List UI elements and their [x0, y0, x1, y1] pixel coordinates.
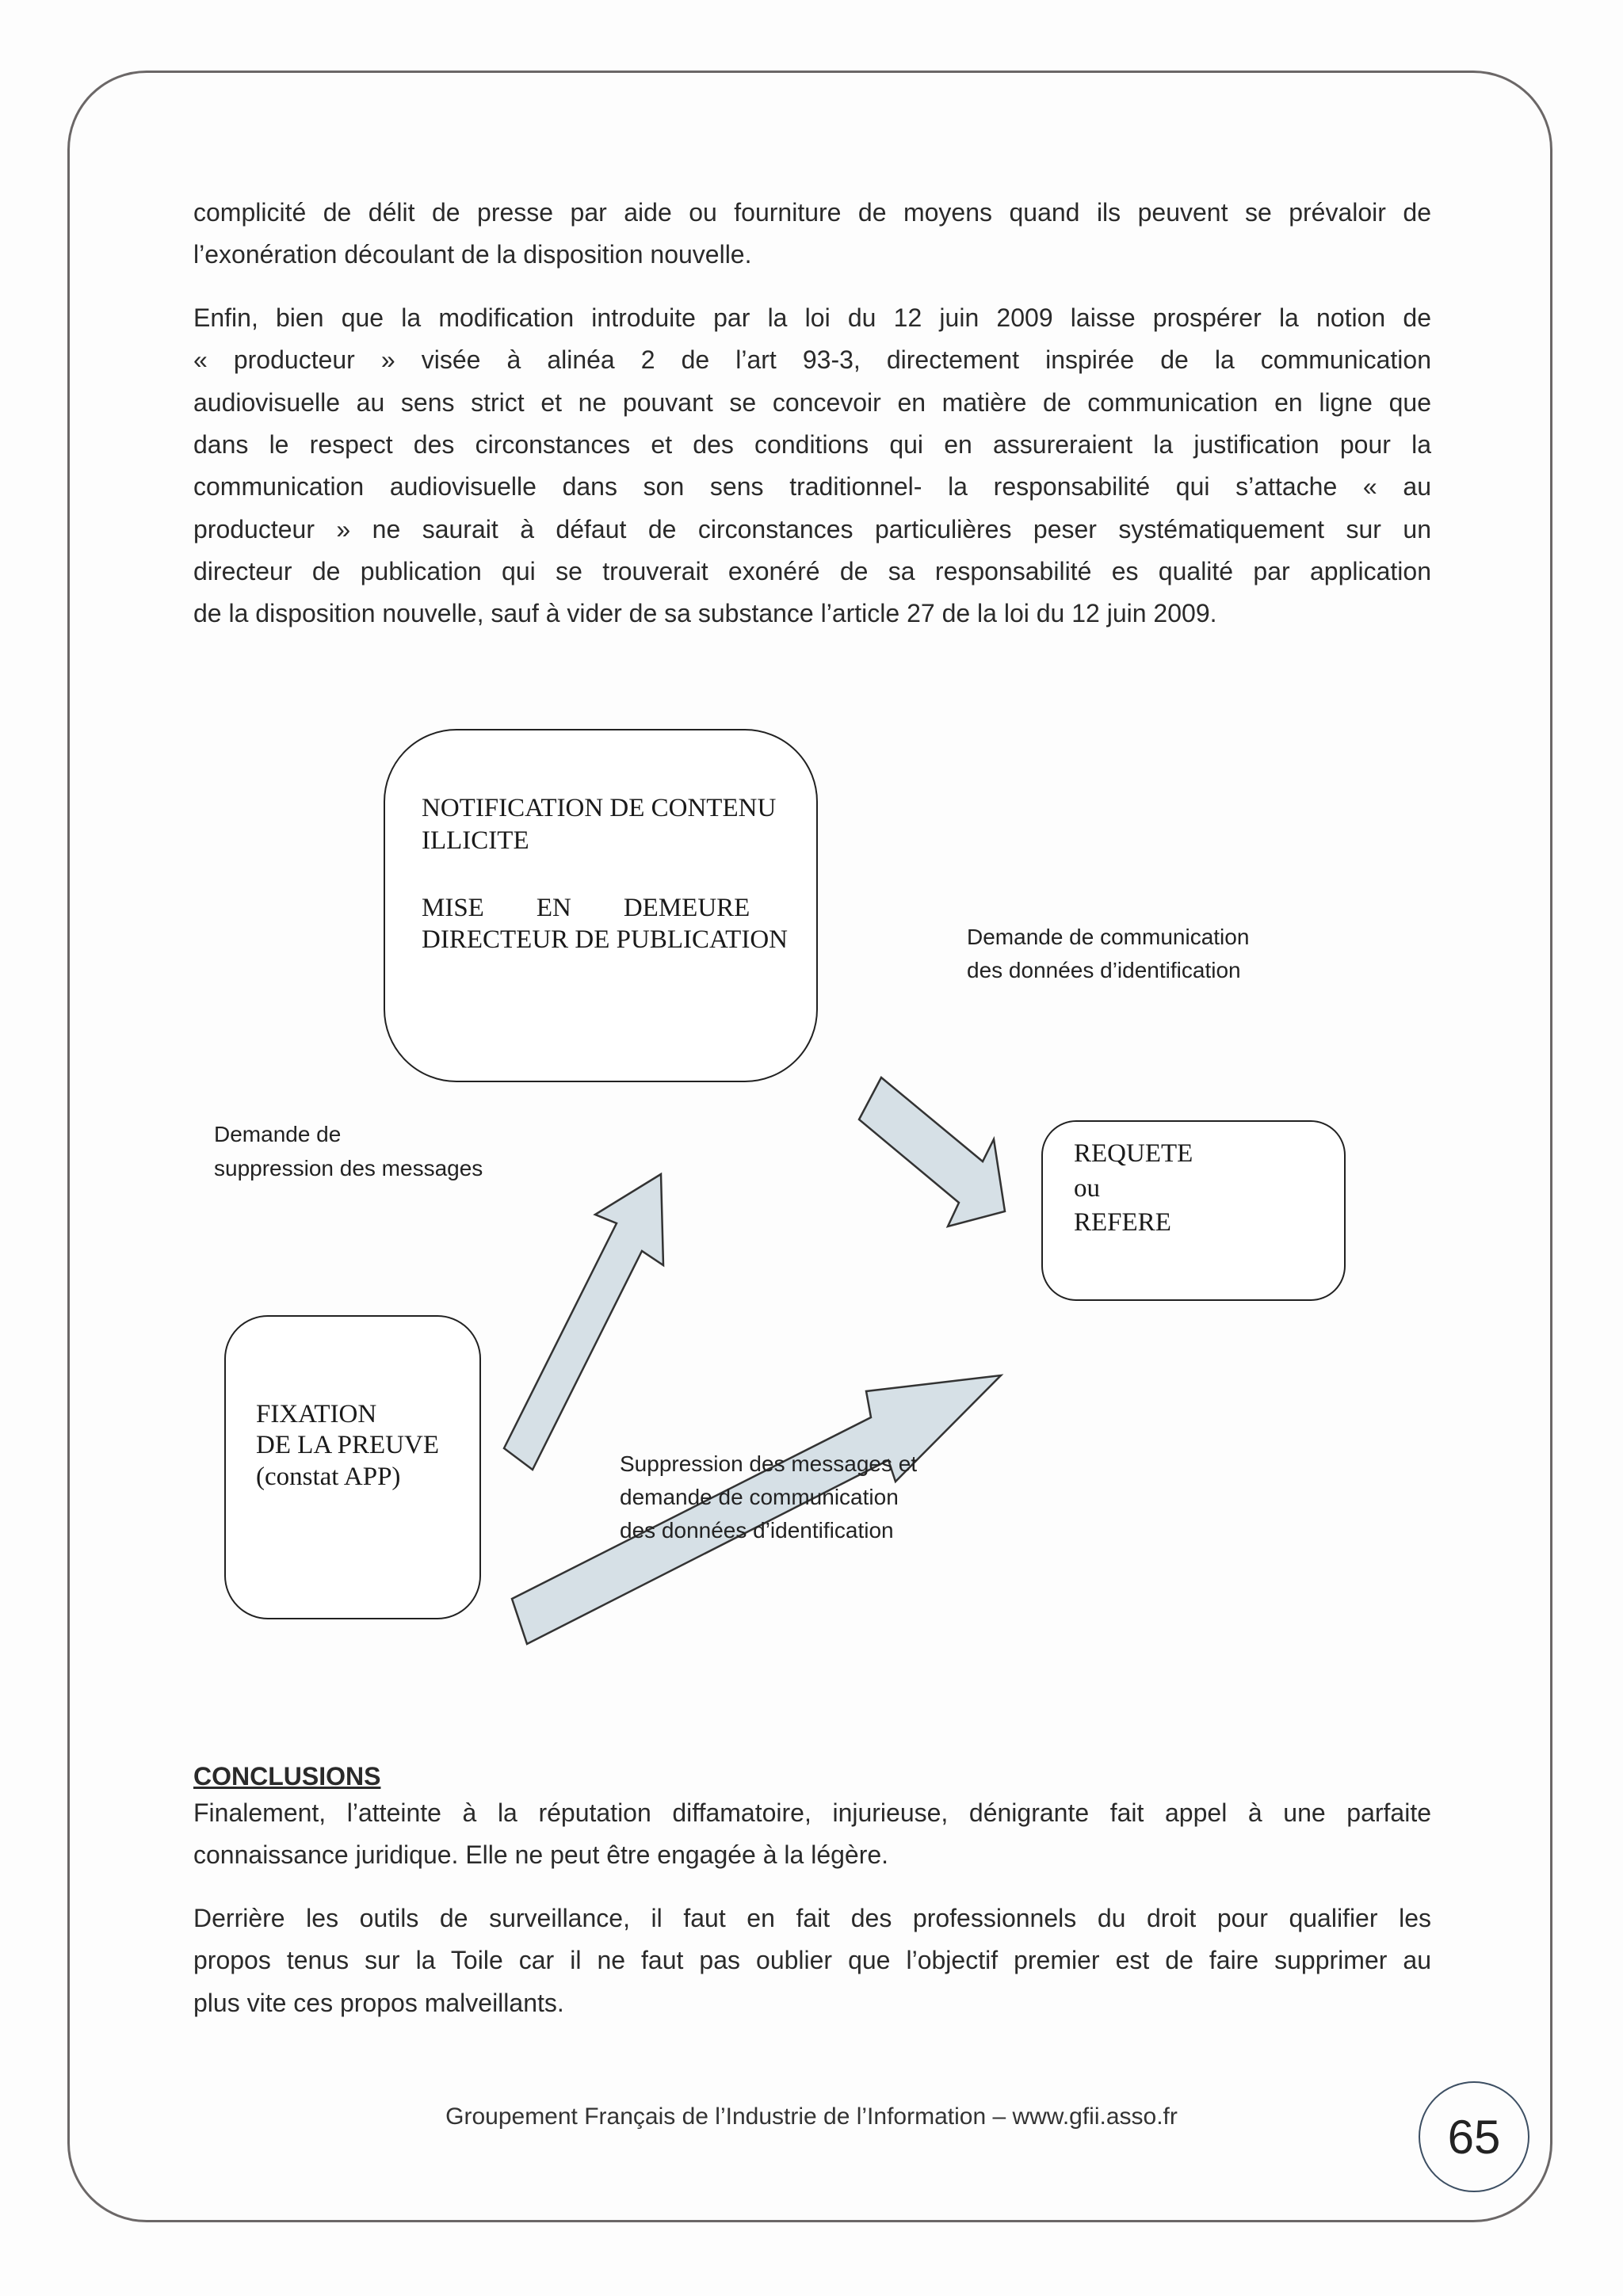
label-suppression-communication: des données d’identification [620, 1518, 894, 1543]
conclusions-heading: CONCLUSIONS [193, 1762, 381, 1791]
label-suppression-communication: demande de communication [620, 1485, 899, 1509]
paragraph-2-line: Enfin, bien que la modification introduite par la loi du 12 juin 2009 laisse prospérer la notion de [193, 303, 1431, 332]
paragraph-2-line: dans le respect des circonstances et des conditions qui en assureraient la justification pour la [193, 430, 1431, 459]
requete-line: ou [1074, 1174, 1100, 1203]
notification-line: NOTIFICATION DE CONTENU [422, 794, 777, 822]
fixation-line: FIXATION [256, 1400, 377, 1428]
label-communication: des données d’identification [967, 958, 1241, 982]
paragraph-2-line: audiovisuelle au sens strict et ne pouvant se concevoir en matière de communication en ligne que [193, 388, 1431, 417]
arrow-to-notification [504, 1174, 663, 1470]
paragraph-1-line: complicité de délit de presse par aide ou fourniture de moyens quand ils peuvent se prévaloir de [193, 198, 1431, 227]
label-suppression: suppression des messages [214, 1156, 483, 1180]
paragraph-2-line: communication audiovisuelle dans son sens traditionnel- la responsabilité qui s’attache « au [193, 472, 1431, 501]
page-number: 65 [1419, 2081, 1529, 2192]
fixation-line: (constat APP) [256, 1463, 401, 1491]
arrow-to-requete-from-notification [859, 1077, 1005, 1226]
paragraph-2-line: « producteur » visée à alinéa 2 de l’art 93-3, directement inspirée de la communication [193, 345, 1431, 374]
paragraph-3-line: connaissance juridique. Elle ne peut être engagée à la légère. [193, 1840, 889, 1869]
paragraph-3-line: Finalement, l’atteinte à la réputation diffamatoire, injurieuse, dénigrante fait appel à une parfaite [193, 1798, 1431, 1827]
paragraph-2-line: producteur » ne saurait à défaut de circonstances particulières peser systématiquement sur un [193, 515, 1431, 543]
notification-line: MISE EN DEMEURE [422, 894, 750, 922]
notification-line: ILLICITE [422, 826, 529, 855]
label-suppression-communication: Suppression des messages et [620, 1451, 918, 1476]
fixation-line: DE LA PREUVE [256, 1431, 439, 1459]
paragraph-4-line: Derrière les outils de surveillance, il faut en fait des professionnels du droit pour qualifier les [193, 1904, 1431, 1932]
requete-line: REQUETE [1074, 1139, 1193, 1168]
requete-line: REFERE [1074, 1208, 1171, 1237]
paragraph-4-line: plus vite ces propos malveillants. [193, 1989, 564, 2017]
label-communication: Demande de communication [967, 925, 1250, 949]
footer-text: Groupement Français de l’Industrie de l’Information – www.gfii.asso.fr [445, 2103, 1178, 2130]
paragraph-1-line: l’exonération découlant de la disposition nouvelle. [193, 240, 752, 269]
paragraph-2-line: de la disposition nouvelle, sauf à vider de sa substance l’article 27 de la loi du 12 juin 2009. [193, 599, 1217, 627]
paragraph-4-line: propos tenus sur la Toile car il ne faut pas oublier que l’objectif premier est de faire supprimer au [193, 1946, 1431, 1974]
paragraph-2-line: directeur de publication qui se trouverait exonéré de sa responsabilité es qualité par application [193, 557, 1431, 585]
notification-line: DIRECTEUR DE PUBLICATION [422, 925, 788, 954]
label-suppression: Demande de [214, 1122, 342, 1146]
